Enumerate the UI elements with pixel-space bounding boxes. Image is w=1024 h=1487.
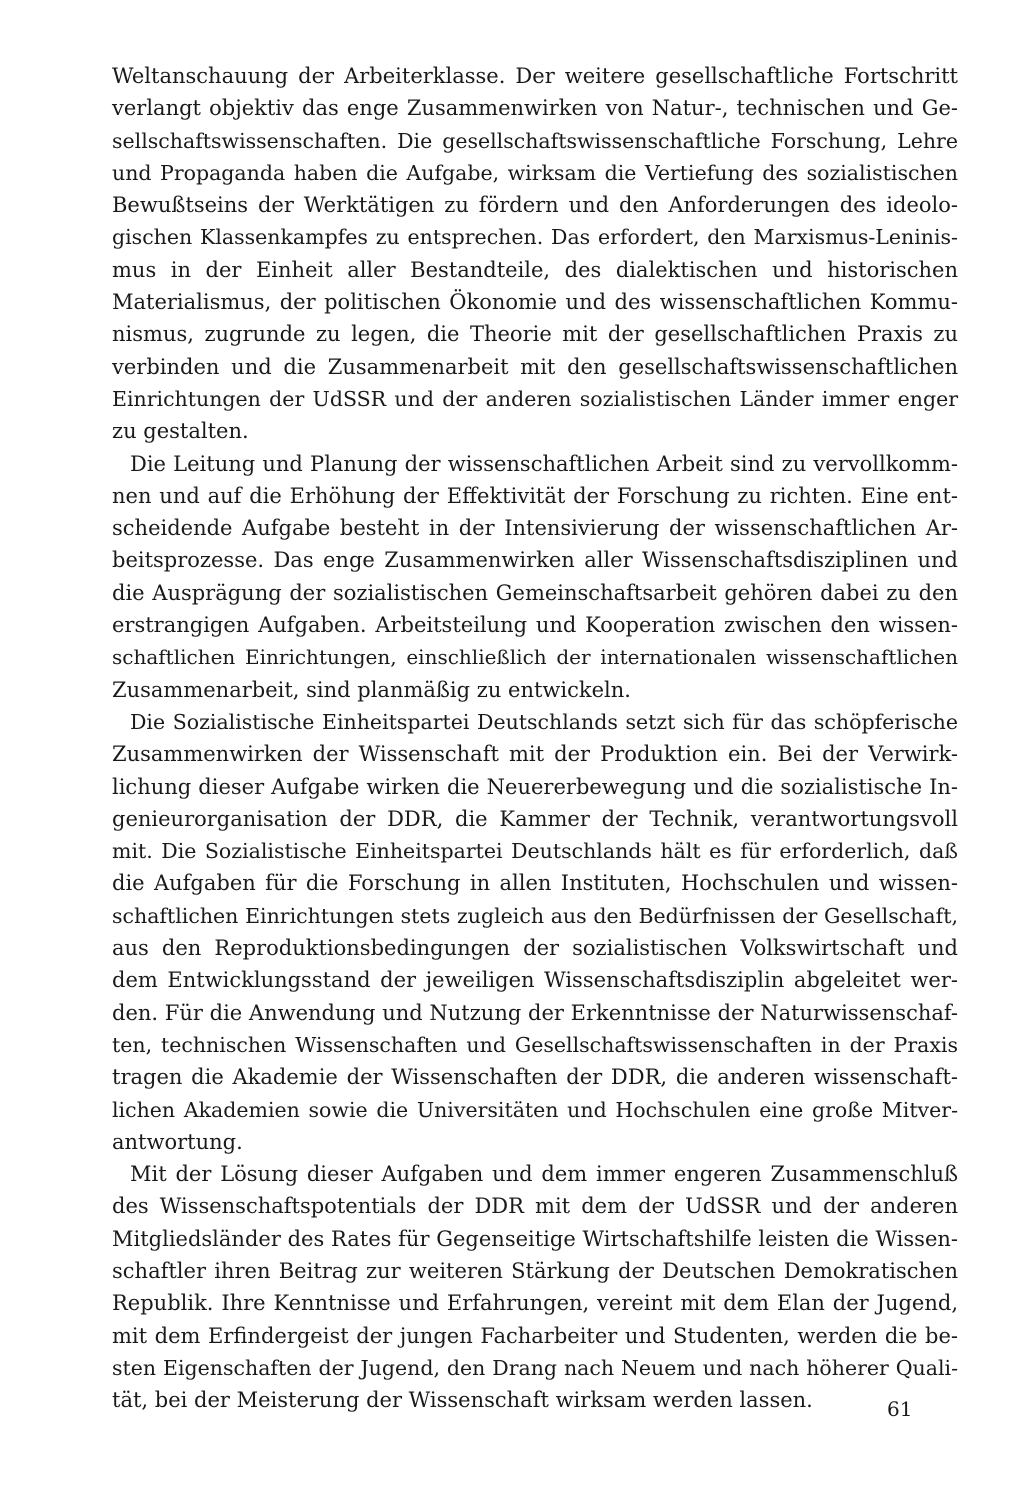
text-line: sten Eigenschaften der Jugend, den Drang nach Neuem und nach höherer Quali- — [112, 1355, 958, 1380]
text-line: die Aufgaben für die Forschung in allen Instituten, Hochschulen und wissen- — [112, 871, 958, 896]
text-line: zu gestalten. — [112, 419, 249, 444]
text-line: Mit der Lösung dieser Aufgaben und dem immer engeren Zusammenschluß — [130, 1162, 958, 1187]
text-line: Mitgliedsländer des Rates für Gegenseitige Wirtschaftshilfe leisten die Wissen- — [112, 1226, 958, 1251]
text-line: und Propaganda haben die Aufgabe, wirksam die Vertiefung des sozialistischen — [112, 160, 958, 185]
text-line: aus den Reproduktionsbedingungen der sozialistischen Volkswirtschaft und — [112, 936, 958, 961]
text-line: gischen Klassenkampfes zu entsprechen. Das erfordert, den Marxismus-Leninis- — [112, 225, 958, 250]
text-line: die Ausprägung der sozialistischen Gemeinschaftsarbeit gehören dabei zu den — [112, 580, 958, 605]
text-line: lichen Akademien sowie die Universitäten und Hochschulen eine große Mitver- — [112, 1097, 958, 1122]
text-line: Weltanschauung der Arbeiterklasse. Der weitere gesellschaftliche Fortschritt — [112, 64, 958, 88]
page-number: 61 — [887, 1397, 913, 1421]
text-line: schaftler ihren Beitrag zur weiteren Stärkung der Deutschen Demokratischen — [112, 1258, 958, 1283]
text-line: genieurorganisation der DDR, die Kammer der Technik, verantwortungsvoll — [112, 806, 958, 831]
text-line: Einrichtungen der UdSSR und der anderen sozialistischen Länder immer enger — [112, 386, 958, 411]
text-line: nismus, zugrunde zu legen, die Theorie mit der gesellschaftlichen Praxis zu — [112, 322, 958, 347]
text-line: den. Für die Anwendung und Nutzung der Erkenntnisse der Naturwissenschaf- — [112, 1000, 958, 1025]
text-line: Zusammenwirken der Wissenschaft mit der Produktion ein. Bei der Verwirk- — [112, 742, 958, 767]
text-line: beitsprozesse. Das enge Zusammenwirken aller Wissenschaftsdisziplinen und — [112, 548, 958, 573]
text-line: erstrangigen Aufgaben. Arbeitsteilung und Kooperation zwischen den wissen- — [112, 613, 958, 638]
text-line: Materialismus, der politischen Ökonomie und des wissenschaftlichen Kommu- — [112, 290, 958, 315]
text-line: Republik. Ihre Kenntnisse und Erfahrungen, vereint mit dem Elan der Jugend, — [112, 1291, 958, 1316]
text-line: des Wissenschaftspotentials der DDR mit dem der UdSSR und der anderen — [112, 1194, 958, 1219]
text-line: dem Entwicklungsstand der jeweiligen Wissenschaftsdisziplin abgeleitet wer- — [112, 968, 958, 993]
text-line: mit. Die Sozialistische Einheitspartei Deutschlands hält es für erforderlich, daß — [112, 839, 958, 864]
text-line: Die Leitung und Planung der wissenschaftlichen Arbeit sind zu vervollkomm- — [130, 451, 958, 476]
text-line: schaftlichen Einrichtungen stets zugleich aus den Bedürfnissen der Gesellschaft, — [112, 903, 958, 928]
text-line: Bewußtseins der Werktätigen zu fördern und den Anforderungen des ideolo- — [112, 193, 958, 218]
text-line: verlangt objektiv das enge Zusammenwirken von Natur-, technischen und Ge- — [112, 96, 958, 121]
text-line: nen und auf die Erhöhung der Effektivität der Forschung zu richten. Eine ent- — [112, 483, 958, 508]
text-line: lichung dieser Aufgabe wirken die Neuererbewegung und die sozialistische In- — [112, 774, 958, 799]
text-line: schaftlichen Einrichtungen, einschließlich der internationalen wissenschaftlichen — [112, 645, 958, 670]
text-line: mus in der Einheit aller Bestandteile, des dialektischen und historischen — [112, 257, 958, 282]
text-line: scheidende Aufgabe besteht in der Intensivierung der wissenschaftlichen Ar- — [112, 516, 958, 541]
text-line: mit dem Erfindergeist der jungen Facharbeiter und Studenten, werden die be- — [112, 1323, 958, 1348]
text-line: tragen die Akademie der Wissenschaften der DDR, die anderen wissenschaft- — [112, 1065, 958, 1090]
text-line: Die Sozialistische Einheitspartei Deutschlands setzt sich für das schöpferische — [130, 709, 958, 734]
text-line: verbinden und die Zusammenarbeit mit den gesellschaftswissenschaftlichen — [112, 354, 958, 379]
text-line: Zusammenarbeit, sind planmäßig zu entwickeln. — [112, 677, 631, 702]
body-text — [112, 60, 958, 1416]
text-line: tät, bei der Meisterung der Wissenschaft wirksam werden lassen. — [112, 1388, 813, 1413]
text-line: antwortung. — [112, 1129, 243, 1154]
text-line: sellschaftswissenschaften. Die gesellschaftswissenschaftliche Forschung, Lehre — [112, 128, 958, 153]
text-line: ten, technischen Wissenschaften und Gesellschaftswissenschaften in der Praxis — [112, 1032, 958, 1057]
